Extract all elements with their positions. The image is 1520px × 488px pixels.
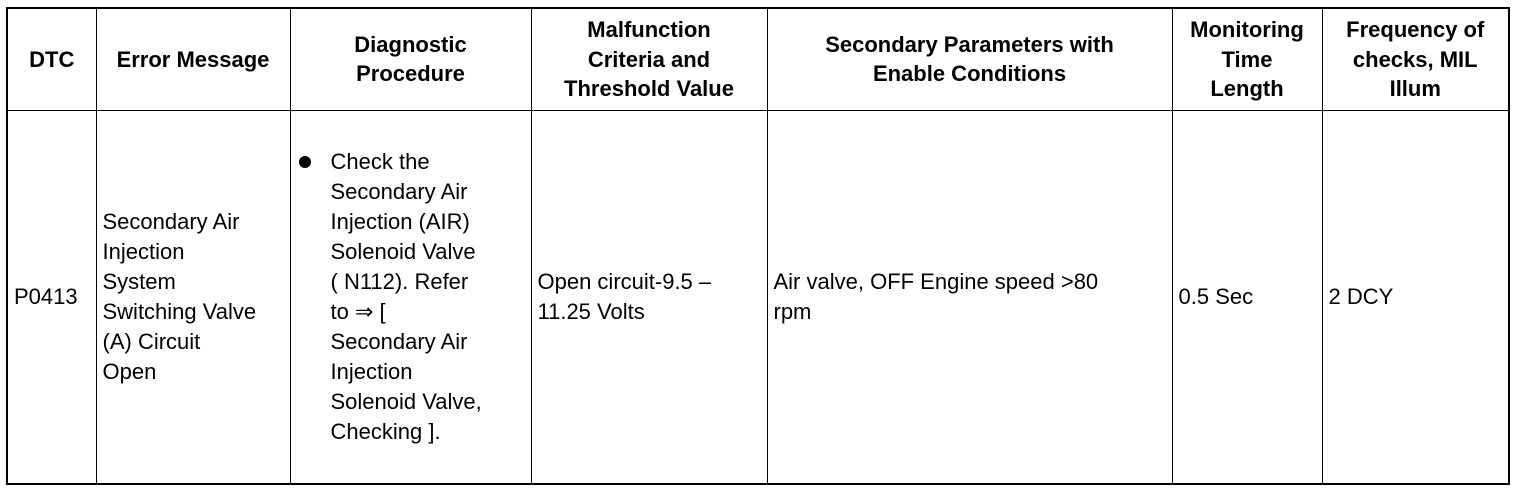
header-malfunction-criteria: [531, 8, 767, 110]
header-diagnostic-procedure: [290, 8, 531, 110]
cell-malfunction-criteria: [531, 110, 767, 484]
header-frequency-label: Frequency of checks, MIL Illum: [1346, 17, 1485, 101]
cell-diagnostic-procedure: [290, 110, 531, 484]
header-row: [7, 8, 1509, 110]
cell-error-message: [96, 110, 290, 484]
procedure-text: Check the Secondary Air Injection (AIR) Solenoid Valve ( N112). Refer to ⇒ [ Secondary Air Injection Solenoid Valve, Checking ].: [330, 148, 482, 444]
cell-monitoring-time: 0.5 Sec: [1172, 110, 1322, 484]
procedure-list: [297, 147, 525, 447]
header-secondary-parameters: [767, 8, 1172, 110]
secondary-parameters-text: Air valve, OFF Engine speed >80 rpm: [773, 268, 1099, 324]
header-dtc: [7, 8, 96, 110]
list-item: [297, 147, 525, 447]
header-monitoring-time: [1172, 8, 1322, 110]
header-dtc-label: DTC: [29, 46, 75, 72]
header-error-message: [96, 8, 290, 110]
header-monitoring-time-label: Monitoring Time Length: [1190, 17, 1304, 101]
header-frequency: [1322, 8, 1509, 110]
table-row: [7, 110, 1509, 484]
cell-secondary-parameters: [767, 110, 1172, 484]
header-diagnostic-procedure-label: Diagnostic Procedure: [354, 31, 467, 87]
cell-dtc: P0413: [7, 110, 96, 484]
cell-frequency: 2 DCY: [1322, 110, 1509, 484]
header-malfunction-criteria-label: Malfunction Criteria and Threshold Value: [564, 17, 734, 101]
error-message-text: Secondary Air Injection System Switching Valve (A) Circuit Open: [102, 208, 257, 384]
header-error-message-label: Error Message: [116, 46, 270, 72]
bullet-icon: [299, 156, 311, 168]
malfunction-criteria-text: Open circuit-9.5 – 11.25 Volts: [537, 268, 712, 324]
dtc-table: [6, 7, 1510, 485]
header-secondary-parameters-label: Secondary Parameters with Enable Conditions: [825, 31, 1114, 87]
